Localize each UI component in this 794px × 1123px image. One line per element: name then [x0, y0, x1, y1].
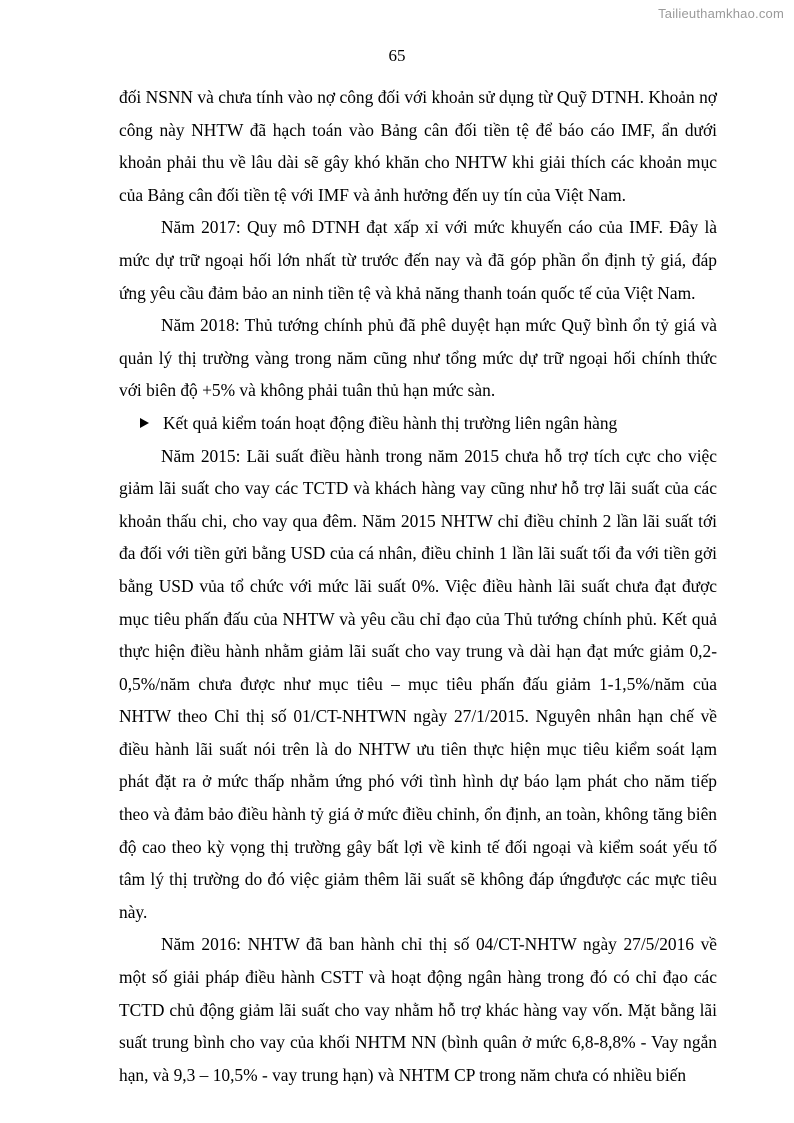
arrow-bullet-icon	[140, 418, 149, 428]
paragraph: Năm 2015: Lãi suất điều hành trong năm 2015 chưa hỗ trợ tích cực cho việc giảm lãi suất cho vay các TCTD và khách hàng vay cũng như hỗ trợ lãi suất của các khoản thấu chi, cho vay qua đêm. Năm 2015 NHTW chỉ điều chỉnh 2 lần lãi suất tới đa đối với tiền gửi bằng USD của cá nhân, điều chỉnh 1 lần lãi suất tối đa với tiền gởi bằng USD vủa tổ chức với mức lãi suất 0%. Việc điều hành lãi suất chưa đạt được mục tiêu phấn đấu của NHTW và yêu cầu chỉ đạo của Thủ tướng chính phủ. Kết quả thực hiện điều hành nhằm giảm lãi suất cho vay trung và dài hạn đạt mức giảm 0,2-0,5%/năm chưa được như mục tiêu – mục tiêu phấn đấu giảm 1-1,5%/năm của NHTW theo Chỉ thị số 01/CT-NHTWN ngày 27/1/2015. Nguyên nhân hạn chế về điều hành lãi suất nói trên là do NHTW ưu tiên thực hiện mục tiêu kiểm soát lạm phát đặt ra ở mức thấp nhằm ứng phó với tình hình dự báo lạm phát cho năm tiếp theo và đảm bảo điều hành tỷ giá ở mức điều chỉnh, ổn định, an toàn, không tăng biên độ cao theo kỳ vọng thị trường gây bất lợi về kinh tế đối ngoại và kiểm soát yếu tố tâm lý thị trường do đó việc giảm thêm lãi suất sẽ không đáp ứngđược các mực tiêu này.	[119, 445, 717, 922]
document-body	[119, 81, 717, 1091]
page-number: 65	[388, 46, 406, 65]
watermark: Tailieuthamkhao.com	[658, 6, 784, 21]
paragraph: Năm 2016: NHTW đã ban hành chỉ thị số 04/CT-NHTW ngày 27/5/2016 về một số giải pháp điều hành CSTT và hoạt động ngân hàng trong đó có chỉ đạo các TCTD chủ động giảm lãi suất cho vay nhằm hỗ trợ khác hàng vay vốn. Mặt bằng lãi suất trung bình cho vay của khối NHTM NN (bình quân ở mức 6,8-8,8% - Vay ngắn hạn, và 9,3 – 10,5% - vay trung hạn) và NHTM CP trong năm chưa có nhiều biến	[119, 934, 717, 1085]
paragraph: đối NSNN và chưa tính vào nợ công đối với khoản sử dụng từ Quỹ DTNH. Khoản nợ công này NHTW đã hạch toán vào Bảng cân đối tiền tệ để báo cáo IMF, ẩn dưới khoản phải thu về lâu dài sẽ gây khó khăn cho NHTW khi giải thích các khoản mục của Bảng cân đối tiền tệ với IMF và ảnh hưởng đến uy tín của Việt Nam.	[119, 87, 717, 205]
bullet-heading-text: Kết quả kiểm toán hoạt động điều hành thị trường liên ngân hàng	[163, 412, 618, 433]
paragraph: Năm 2018: Thủ tướng chính phủ đã phê duyệt hạn mức Quỹ bình ổn tỷ giá và quản lý thị trường vàng trong năm cũng như tổng mức dự trữ ngoại hối chính thức với biên độ +5% và không phải tuân thủ hạn mức sàn.	[119, 315, 717, 401]
paragraph: Năm 2017: Quy mô DTNH đạt xấp xỉ với mức khuyến cáo của IMF. Đây là mức dự trữ ngoại hối lớn nhất từ trước đến nay và đã góp phần ổn định tỷ giá, đáp ứng yêu cầu đảm bảo an ninh tiền tệ và khả năng thanh toán quốc tế của Việt Nam.	[119, 217, 717, 303]
bullet-heading	[119, 407, 717, 440]
